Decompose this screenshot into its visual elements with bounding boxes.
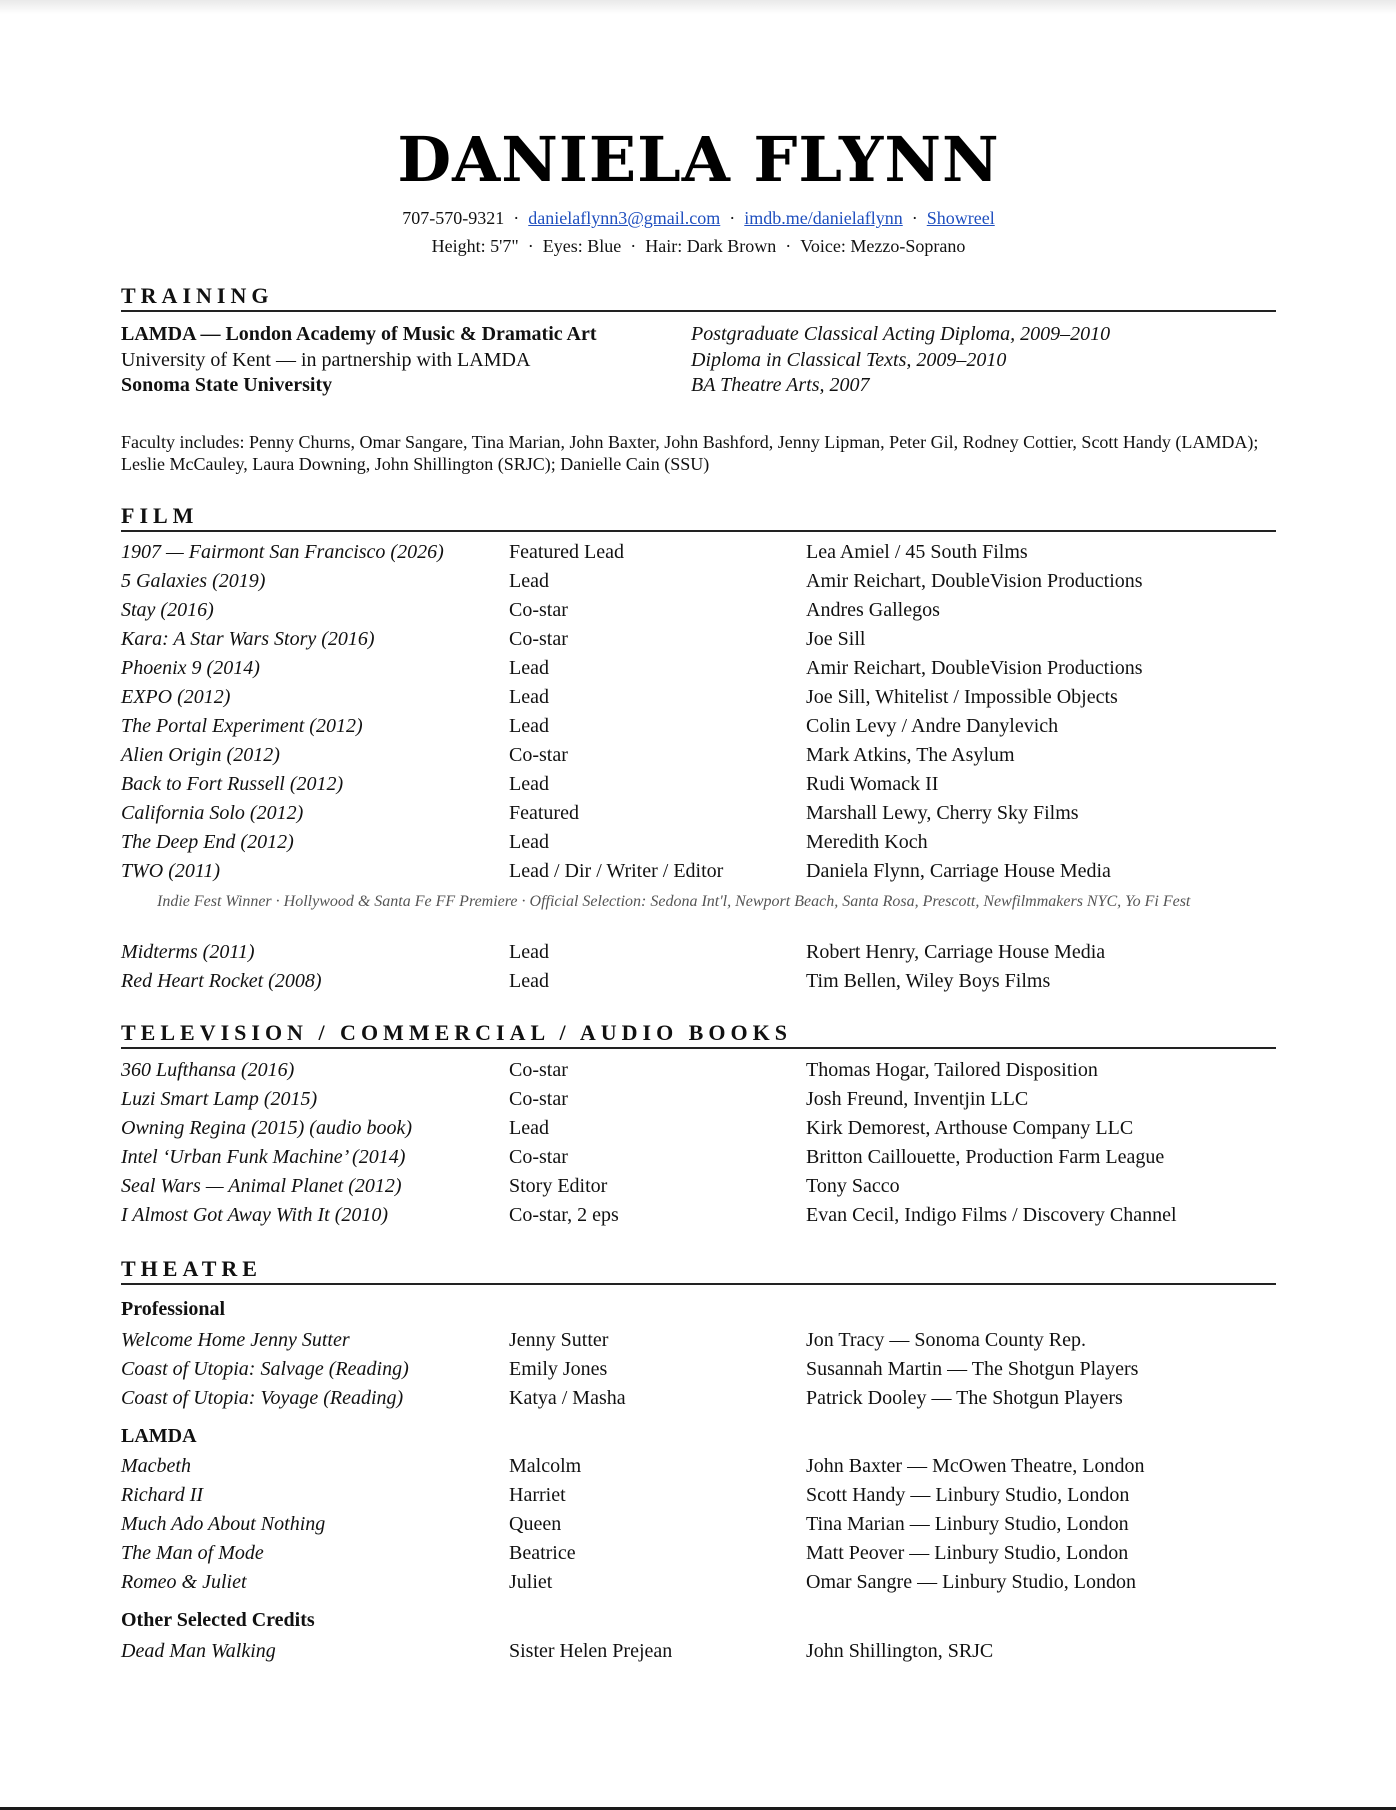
credit-title: Welcome Home Jenny Sutter — [121, 1329, 350, 1351]
credit-company: Susannah Martin — The Shotgun Players — [806, 1358, 1139, 1380]
credit-company: Britton Caillouette, Production Farm League — [806, 1146, 1165, 1168]
credit-company: Omar Sangre — Linbury Studio, London — [806, 1571, 1136, 1593]
credit-role: Sister Helen Prejean — [509, 1640, 673, 1662]
credit-title: Back to Fort Russell (2012) — [121, 773, 344, 795]
credit-title: Richard II — [121, 1484, 204, 1506]
credit-title: The Man of Mode — [121, 1542, 264, 1564]
credit-title: Phoenix 9 (2014) — [121, 657, 260, 679]
credit-company: Marshall Lewy, Cherry Sky Films — [806, 802, 1079, 824]
credit-title: Romeo & Juliet — [121, 1571, 247, 1593]
showreel-link[interactable]: Showreel — [926, 208, 995, 228]
theatre-heading: THEATRE — [121, 1256, 262, 1281]
resume-name: DANIELA FLYNN — [397, 123, 1000, 196]
credit-company: Tony Sacco — [806, 1175, 900, 1197]
credit-company: Matt Peover — Linbury Studio, London — [806, 1542, 1129, 1564]
credit-role: Katya / Masha — [509, 1387, 626, 1409]
credit-role: Featured — [509, 802, 579, 824]
faculty-list: Faculty includes: Penny Churns, Omar Sangare, Tina Marian, John Baxter, John Bashford, Jenny Lipman, Peter Gil, Rodney Cottier, Scott Handy (LAMDA); Leslie McCauley, Laura Downing, John Shillington (SRJC); Danielle Cain (SSU) — [121, 432, 1259, 474]
professional-subheading: Professional — [121, 1298, 226, 1320]
credit-title: Kara: A Star Wars Story (2016) — [121, 628, 375, 650]
credit-title: California Solo (2012) — [121, 802, 304, 824]
tv-heading: TELEVISION / COMMERCIAL / AUDIO BOOKS — [121, 1020, 792, 1045]
credit-company: Thomas Hogar, Tailored Disposition — [806, 1059, 1098, 1081]
credit-title: Midterms (2011) — [121, 941, 255, 963]
credit-company: Joe Sill — [806, 628, 866, 650]
credit-company: Robert Henry, Carriage House Media — [806, 941, 1106, 963]
credit-role: Co-star — [509, 744, 568, 766]
credit-title: 360 Lufthansa (2016) — [121, 1059, 295, 1081]
credit-company: Lea Amiel / 45 South Films — [806, 541, 1028, 563]
credit-company: John Baxter — McOwen Theatre, London — [806, 1455, 1145, 1477]
credit-role: Lead — [509, 686, 549, 708]
imdb-link[interactable]: imdb.me/danielaflynn — [744, 208, 903, 228]
theatre-rule — [121, 1283, 1276, 1285]
voice-stat: Voice: Mezzo-Soprano — [800, 236, 966, 256]
training-credential: BA Theatre Arts, 2007 — [691, 374, 870, 396]
training-school: LAMDA — London Academy of Music & Dramatic Art — [121, 323, 597, 345]
credit-title: Luzi Smart Lamp (2015) — [121, 1088, 318, 1110]
credit-company: Rudi Womack II — [806, 773, 939, 795]
credit-company: Kirk Demorest, Arthouse Company LLC — [806, 1117, 1134, 1139]
credit-company: Joe Sill, Whitelist / Impossible Objects — [806, 686, 1118, 708]
credit-company: Mark Atkins, The Asylum — [806, 744, 1015, 766]
credit-company: Josh Freund, Inventjin LLC — [806, 1088, 1029, 1110]
credit-title: 1907 — Fairmont San Francisco (2026) — [121, 541, 444, 563]
credit-title: The Deep End (2012) — [121, 831, 294, 853]
training-school: Sonoma State University — [121, 374, 333, 396]
credit-title: Alien Origin (2012) — [121, 744, 280, 766]
training-rule — [121, 310, 1276, 312]
credit-role: Harriet — [509, 1484, 566, 1506]
credit-company: Amir Reichart, DoubleVision Productions — [806, 570, 1143, 592]
festival-note: Indie Fest Winner · Hollywood & Santa Fe FF Premiere · Official Selection: Sedona Int'l, Newport Beach, Santa Rosa, Prescott, Newfilmmakers NYC, Yo Fi Fest — [157, 893, 1191, 910]
credit-role: Juliet — [509, 1571, 553, 1593]
credit-role: Lead — [509, 970, 549, 992]
film-rule — [121, 530, 1276, 532]
email-link[interactable]: danielaflynn3@gmail.com — [528, 208, 721, 228]
credit-role: Co-star — [509, 1146, 568, 1168]
credit-company: Daniela Flynn, Carriage House Media — [806, 860, 1111, 882]
credit-company: Jon Tracy — Sonoma County Rep. — [806, 1329, 1087, 1351]
credit-role: Jenny Sutter — [509, 1329, 609, 1351]
credit-company: John Shillington, SRJC — [806, 1640, 994, 1662]
credit-title: Coast of Utopia: Voyage (Reading) — [121, 1387, 404, 1409]
credit-role: Lead — [509, 831, 549, 853]
credit-title: Seal Wars — Animal Planet (2012) — [121, 1175, 402, 1197]
stats-line: Height: 5'7" · Eyes: Blue · Hair: Dark Brown · Voice: Mezzo-Soprano — [431, 236, 966, 256]
lamda-subheading: LAMDA — [121, 1425, 197, 1447]
credit-role: Emily Jones — [509, 1358, 608, 1380]
credit-title: Owning Regina (2015) (audio book) — [121, 1117, 413, 1139]
credit-title: Red Heart Rocket (2008) — [121, 970, 322, 992]
credit-role: Featured Lead — [509, 541, 624, 563]
credit-title: TWO (2011) — [121, 860, 221, 882]
credit-role: Lead — [509, 1117, 549, 1139]
credit-role: Lead — [509, 773, 549, 795]
credit-role: Co-star — [509, 628, 568, 650]
training-credential: Diploma in Classical Texts, 2009–2010 — [691, 349, 1007, 371]
training-credential: Postgraduate Classical Acting Diploma, 2009–2010 — [691, 323, 1111, 345]
credit-title: Much Ado About Nothing — [121, 1513, 326, 1535]
training-heading: TRAINING — [121, 283, 274, 308]
height-stat: Height: 5'7" — [431, 236, 519, 256]
credit-company: Evan Cecil, Indigo Films / Discovery Channel — [806, 1204, 1177, 1226]
credit-company: Amir Reichart, DoubleVision Productions — [806, 657, 1143, 679]
credit-role: Co-star — [509, 1088, 568, 1110]
credit-title: EXPO (2012) — [121, 686, 231, 708]
credit-role: Lead — [509, 715, 549, 737]
phone-number: 707-570-9321 — [402, 208, 505, 228]
credit-role: Co-star — [509, 1059, 568, 1081]
credit-role: Co-star — [509, 599, 568, 621]
credit-role: Lead / Dir / Writer / Editor — [509, 860, 724, 882]
credit-company: Scott Handy — Linbury Studio, London — [806, 1484, 1130, 1506]
credit-title: Intel ‘Urban Funk Machine’ (2014) — [121, 1146, 406, 1168]
credit-company: Tim Bellen, Wiley Boys Films — [806, 970, 1051, 992]
film-heading: FILM — [121, 503, 199, 528]
tv-rule — [121, 1047, 1276, 1049]
page-top-shadow — [0, 0, 1396, 14]
credit-role: Co-star, 2 eps — [509, 1204, 619, 1226]
credit-company: Patrick Dooley — The Shotgun Players — [806, 1387, 1123, 1409]
credit-role: Beatrice — [509, 1542, 576, 1564]
credit-title: I Almost Got Away With It (2010) — [121, 1204, 389, 1226]
credit-role: Malcolm — [509, 1455, 582, 1477]
credit-company: Tina Marian — Linbury Studio, London — [806, 1513, 1129, 1535]
credit-title: Dead Man Walking — [121, 1640, 276, 1662]
credit-company: Andres Gallegos — [806, 599, 940, 621]
hair-stat: Hair: Dark Brown — [645, 236, 777, 256]
credit-title: Coast of Utopia: Salvage (Reading) — [121, 1358, 409, 1380]
credit-title: Macbeth — [121, 1455, 191, 1477]
contact-line: 707-570-9321 · danielaflynn3@gmail.com · imdb.me/danielaflynn · Showreel — [402, 208, 995, 228]
training-school: University of Kent — in partnership with LAMDA — [121, 349, 531, 371]
other-credits-subheading: Other Selected Credits — [121, 1609, 315, 1631]
credit-title: 5 Galaxies (2019) — [121, 570, 266, 592]
credit-role: Lead — [509, 941, 549, 963]
credit-company: Colin Levy / Andre Danylevich — [806, 715, 1059, 737]
credit-company: Meredith Koch — [806, 831, 928, 853]
credit-title: Stay (2016) — [121, 599, 214, 621]
eyes-stat: Eyes: Blue — [542, 236, 622, 256]
credit-role: Story Editor — [509, 1175, 608, 1197]
credit-title: The Portal Experiment (2012) — [121, 715, 363, 737]
credit-role: Lead — [509, 657, 549, 679]
credit-role: Lead — [509, 570, 549, 592]
credit-role: Queen — [509, 1513, 562, 1535]
